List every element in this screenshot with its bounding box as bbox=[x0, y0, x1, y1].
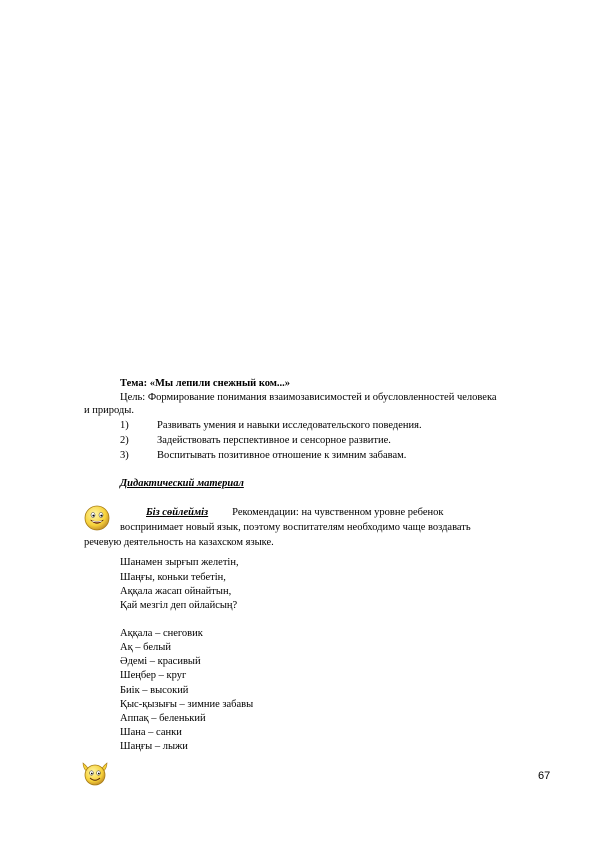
lesson-topic: Тема: «Мы лепили снежный ком...» bbox=[120, 378, 291, 389]
poem-line: Шанамен зырғып желетін, bbox=[120, 557, 239, 568]
recommendation-continued: речевую деятельность на казахском языке. bbox=[84, 537, 274, 548]
smiley-face-icon bbox=[84, 505, 110, 531]
didactic-heading: Дидактический материал bbox=[120, 478, 244, 489]
goal-item-number: 2) bbox=[120, 435, 129, 446]
vocab-item: Шеңбер – круг bbox=[120, 670, 187, 681]
vocab-item: Шана – санки bbox=[120, 727, 182, 738]
vocab-item: Әдемі – красивый bbox=[120, 656, 201, 667]
goal-line-continued: и природы. bbox=[84, 405, 134, 416]
speak-row bbox=[146, 506, 444, 520]
winged-smiley-icon bbox=[79, 759, 111, 787]
goal-item-text: Воспитывать позитивное отношение к зимним забавам. bbox=[157, 450, 407, 461]
vocab-item: Ақ – белый bbox=[120, 642, 171, 653]
goal-item-number: 1) bbox=[120, 420, 129, 431]
vocab-item: Аққала – снеговик bbox=[120, 628, 203, 639]
speak-label: Біз сөйлейміз bbox=[146, 507, 209, 518]
goal-item bbox=[120, 419, 422, 433]
page-number: 67 bbox=[538, 770, 551, 782]
vocab-item: Аппақ – беленький bbox=[120, 713, 206, 724]
goal-line: Цель: Формирование понимания взаимозависимостей и обусловленностей человека bbox=[120, 392, 497, 403]
recommendation-text: Рекомендации: на чувственном уровне ребенок bbox=[232, 507, 444, 518]
poem-line: Қай мезгіл деп ойлайсың? bbox=[120, 600, 238, 611]
goal-item bbox=[120, 434, 391, 448]
vocab-item: Шаңғы – лыжи bbox=[120, 741, 188, 752]
poem-line: Шаңғы, коньки тебетін, bbox=[120, 572, 226, 583]
goal-item bbox=[120, 449, 406, 463]
goal-item-number: 3) bbox=[120, 450, 129, 461]
goal-item-text: Задействовать перспективное и сенсорное развитие. bbox=[157, 435, 391, 446]
goal-item-text: Развивать умения и навыки исследовательского поведения. bbox=[157, 420, 422, 431]
recommendation-continued: воспринимает новый язык, поэтому воспитателям необходимо чаще воздавать bbox=[120, 522, 471, 533]
vocab-item: Биік – высокий bbox=[120, 685, 189, 696]
vocab-item: Қыс-қызығы – зимние забавы bbox=[120, 699, 254, 710]
poem-line: Аққала жасап ойнайтын, bbox=[120, 586, 232, 597]
